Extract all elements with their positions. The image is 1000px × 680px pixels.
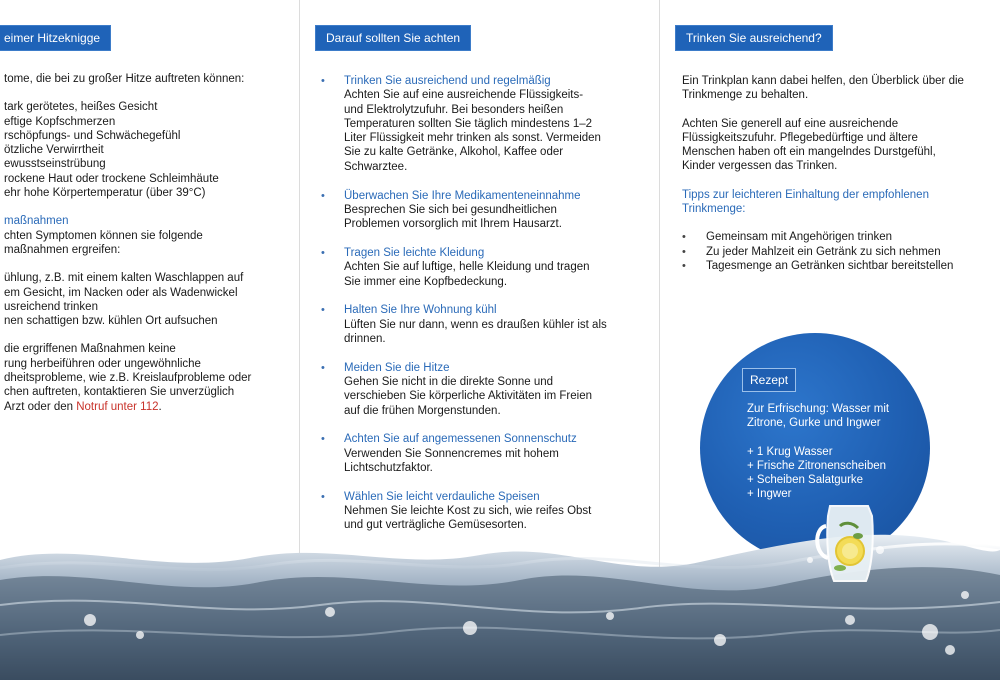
tip-item [682,259,992,273]
advice-item [321,189,651,232]
bullet-icon: • [321,246,325,259]
advice-line: und Elektrolytzufuhr. Bei besonders heißen [344,103,564,116]
advice-title: Meiden Sie die Hitze [344,361,450,374]
bullet-icon: • [321,490,325,503]
advice-item [321,246,651,289]
advice-line: Temperaturen sollten Sie täglich mindestens 1–2 [344,117,593,130]
advice-line: Lüften Sie nur dann, wenn es draußen kühler ist als [344,318,607,331]
closing-line: dheitsprobleme, wie z.B. Kreislaufprobleme oder [4,372,252,385]
advice-line: Verwenden Sie Sonnencremes mit hohem [344,447,559,460]
advice-item [321,361,651,418]
panel2-heading: Darauf sollten Sie achten [316,26,470,50]
recipe-title: Zur Erfrischung: Wasser mit [747,403,890,415]
recipe-ingredient: + Frische Zitronenscheiben [747,459,887,472]
tip-text: Tagesmenge an Getränken sichtbar bereitstellen [706,259,954,272]
advice-title: Halten Sie Ihre Wohnung kühl [344,304,497,317]
advice-title: Wählen Sie leicht verdauliche Speisen [344,490,540,503]
panel3-content [682,74,992,273]
panel1-content [4,72,251,414]
fluid-note-line: Kinder vergessen das Trinken. [682,160,838,173]
measure-item: usreichend trinken [4,300,98,313]
measures-intro-line: maßnahmen ergreifen: [4,243,121,256]
advice-line: Achten Sie auf luftige, helle Kleidung und tragen [344,261,590,274]
measure-item: nen schattigen bzw. kühlen Ort aufsuchen [4,315,218,328]
symptom-list [4,100,251,200]
measure-item: em Gesicht, im Nacken oder als Wadenwickel [4,286,238,299]
advice-title: Trinken Sie ausreichend und regelmäßig [344,75,551,87]
symptom-item: eftige Kopfschmerzen [4,115,116,128]
symptom-item: tark gerötetes, heißes Gesicht [4,101,158,114]
advice-title: Überwachen Sie Ihre Medikamenteneinnahme [344,189,581,202]
closing-text: Arzt oder den [4,400,77,413]
recipe-ingredient: + 1 Krug Wasser [747,445,833,458]
panel3-heading: Trinken Sie ausreichend? [676,26,832,50]
closing-line: rung herbeiführen oder ungewöhnliche [4,357,201,370]
tip-text: Gemeinsam mit Angehörigen trinken [706,231,893,244]
symptom-item: ötzliche Verwirrtheit [4,144,104,157]
advice-line: Problemen vorsorglich mit Ihrem Hausarzt. [344,218,562,231]
symptom-item: ehr hohe Körpertemperatur (über 39°C) [4,187,206,200]
advice-line: Schwarztee. [344,160,408,173]
tips-heading: Trinkmenge: [682,203,746,216]
closing-line [4,400,251,414]
advice-title: Achten Sie auf angemessenen Sonnenschutz [344,433,577,446]
measure-item: ühlung, z.B. mit einem kalten Waschlappen auf [4,272,244,285]
advice-item [321,74,651,174]
closing-line: die ergriffenen Maßnahmen keine [4,343,176,356]
advice-line: Gehen Sie nicht in die direkte Sonne und [344,376,554,389]
measures-heading: maßnahmen [4,215,69,228]
tips-heading: Tipps zur leichteren Einhaltung der empfohlenen [682,188,929,201]
advice-line: Sie zu kalte Getränke, Alkohol, Kaffee oder [344,146,564,159]
advice-item [321,303,651,346]
tip-text: Zu jeder Mahlzeit ein Getränk zu sich nehmen [706,245,941,258]
bullet-icon: • [682,231,686,244]
pitcher-image [812,496,892,586]
bullet-icon: • [321,433,325,446]
bullet-icon: • [321,189,325,202]
advice-line: und gut verträgliche Gemüsesorten. [344,519,527,532]
advice-item [321,432,651,475]
advice-line: auf die frühen Morgenstunden. [344,404,501,417]
closing-line: chen auftreten, kontaktieren Sie unverzüglich [4,386,235,399]
tips-list [682,230,992,273]
trinkplan-line: Ein Trinkplan kann dabei helfen, den Überblick über die [682,75,964,87]
trinkplan-line: Trinkmenge zu behalten. [682,89,809,102]
fluid-note-line: Achten Sie generell auf eine ausreichende [682,117,899,130]
measures-intro-line: chten Symptomen können sie folgende [4,229,203,242]
bullet-icon: • [321,304,325,317]
advice-line: drinnen. [344,332,386,345]
recipe-text [747,402,889,502]
bullet-icon: • [321,75,325,87]
advice-line: Lichtschutzfaktor. [344,462,433,475]
symptom-item: rschöpfungs- und Schwächegefühl [4,129,181,142]
advice-list [321,74,651,533]
bullet-icon: • [682,245,686,258]
fluid-note-line: Flüssigkeitszufuhr. Pflegebedürftige und ältere [682,131,918,144]
advice-line: Sie immer eine Kopfbedeckung. [344,275,508,288]
tip-item [682,245,992,259]
panel2-content [321,74,651,547]
advice-title: Tragen Sie leichte Kleidung [344,246,485,259]
recipe-ingredient: + Ingwer [747,488,792,501]
advice-line: Achten Sie auf eine ausreichende Flüssigkeits- [344,89,584,102]
recipe-ingredient: + Scheiben Salatgurke [747,474,864,487]
emergency-number: Notruf unter 112 [76,400,159,413]
advice-line: Liter Flüssigkeit mehr trinken als sonst. Vermeiden [344,132,601,145]
closing-period: . [158,400,162,413]
advice-line: Besprechen Sie sich bei gesundheitlichen [344,203,557,216]
fluid-note-line: Menschen haben oft ein mangelndes Durstgefühl, [682,146,936,159]
symptom-item: ewusstseinstrübung [4,158,106,171]
advice-line: Nehmen Sie leichte Kost zu sich, wie reifes Obst [344,505,592,518]
bullet-icon: • [321,361,325,374]
symptoms-intro: tome, die bei zu großer Hitze auftreten können: [4,73,245,85]
advice-line: verschieben Sie körperliche Aktivitäten im Freien [344,390,593,403]
panel1-heading: eimer Hitzeknigge [0,26,110,50]
bullet-icon: • [682,259,686,272]
recipe-title: Zitrone, Gurke und Ingwer [747,417,881,430]
recipe-tag: Rezept [742,368,796,392]
symptom-item: rockene Haut oder trockene Schleimhäute [4,172,219,185]
tip-item [682,230,992,244]
